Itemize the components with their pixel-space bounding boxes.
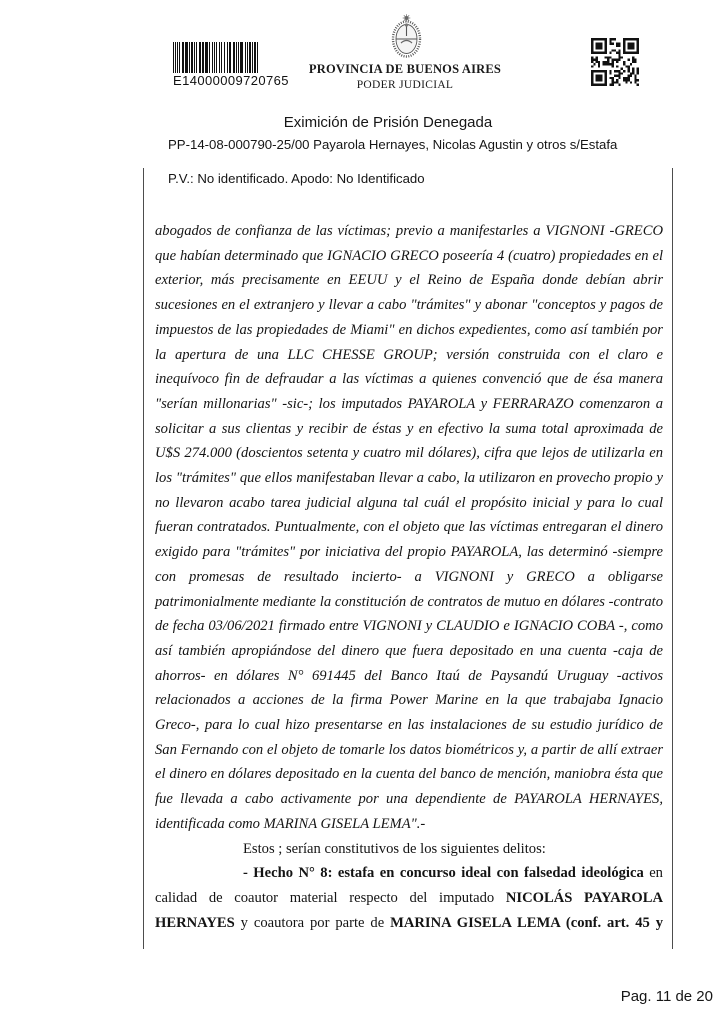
charge-text-2: y coautora por parte de [234, 914, 391, 931]
qr-code-icon [591, 38, 639, 86]
quoted-facts-paragraph: abogados de confianza de las víctimas; previo a manifestarles a VIGNONI -GRECO que habían determinado que IGNACIO GRECO poseería 4 (cuatro) propiedades en el exterior, más precisamente en EEUU y el Reino de España donde debían abrir sucesiones en el extranjero y llevar a cabo "trámites" y abonar "conceptos y pagos de impuestos de las propiedades de Miami" en dichos expedientes, como así también por la apertura de una LLC CHESSE GROUP; versión construida con el claro e inequívoco fin de defraudar a las víctimas a quienes convenció que de ésa manera "serían millonarias" -sic-; los imputados PAYAROLA y FERRARAZO comenzaron a solicitar a sus clientas y recibir de éstas y en efectivo la suma total aproximada de U$S 274.000 (doscientos setenta y cuatro mil dólares), cifra que lejos de utilizarla en los "trámites" que ellos manifestaban llevar a cabo, la utilizaron en provecho propio y no llevaron acabo tarea judicial alguna tal cuál el propósito inicial y para lo cual fueran contratados. Puntualmente, con el objeto que las víctimas entregaran el dinero exigido para "trámites" por iniciativa del propio PAYAROLA, las determinó -siempre con promesas de resultado incierto- a VIGNONI y GRECO a obligarse patrimonialmente mediante la constitución de contratos de mutuo en dólares -contrato de fecha 03/06/2021 firmado entre VIGNONI y CLAUDIO e IGNACIO COBA -, como así también apropiándose del dinero que fuera depositado en una cuenta -caja de ahorros- en dólares N° 691445 del Banco Itaú de Paysandú Uruguay -activos relacionados a acciones de la firma Power Marine en la que trabajaba Ignacio Greco-, para lo cual hizo presentarse en las instalaciones de su estudio jurídico de San Fernando con el objeto de tomarle los datos biométricos y, a partir de allí extraer el dinero en dólares depositado en la cuenta del banco de mención, maniobra ésta que fue llevada a cabo activamente por una dependiente de PAYAROLA HERNAYES, identificada como MARINA GISELA LEMA".- [155, 223, 663, 832]
accused-name-payarola: NICOLÁS PAYAROLA HERNAYES [155, 889, 663, 931]
org-subtitle: PODER JUDICIAL [356, 79, 454, 91]
left-margin-rule [143, 168, 144, 949]
accused-name-lema: MARINA GISELA LEMA (conf. art. 45 y [390, 914, 663, 931]
barcode-icon [173, 42, 258, 73]
charge-paragraph [155, 861, 663, 935]
barcode-block [173, 42, 289, 88]
case-caption: PP-14-08-000790-25/00 Payarola Hernayes, Nicolas Agustin y otros s/Estafa [168, 137, 618, 152]
charge-text: en calidad de coautor material respecto del imputado [155, 865, 663, 906]
pv-line: P.V.: No identificado. Apodo: No Identificado [168, 171, 425, 186]
page-indicator: Pag. 11 de 20 [620, 988, 713, 1005]
doc-title: Eximición de Prisión Denegada [283, 114, 493, 131]
charge-heading: - Hecho N° 8: estafa en concurso ideal con falsedad ideológica [243, 865, 644, 882]
document-body [155, 219, 663, 935]
right-margin-rule [672, 168, 673, 949]
delitos-intro-line: Estos ; serían constitutivos de los siguientes delitos: [243, 840, 546, 857]
coat-of-arms-icon [388, 13, 425, 60]
barcode-label: E14000009720765 [173, 73, 289, 88]
org-name: PROVINCIA DE BUENOS AIRES [308, 62, 502, 76]
